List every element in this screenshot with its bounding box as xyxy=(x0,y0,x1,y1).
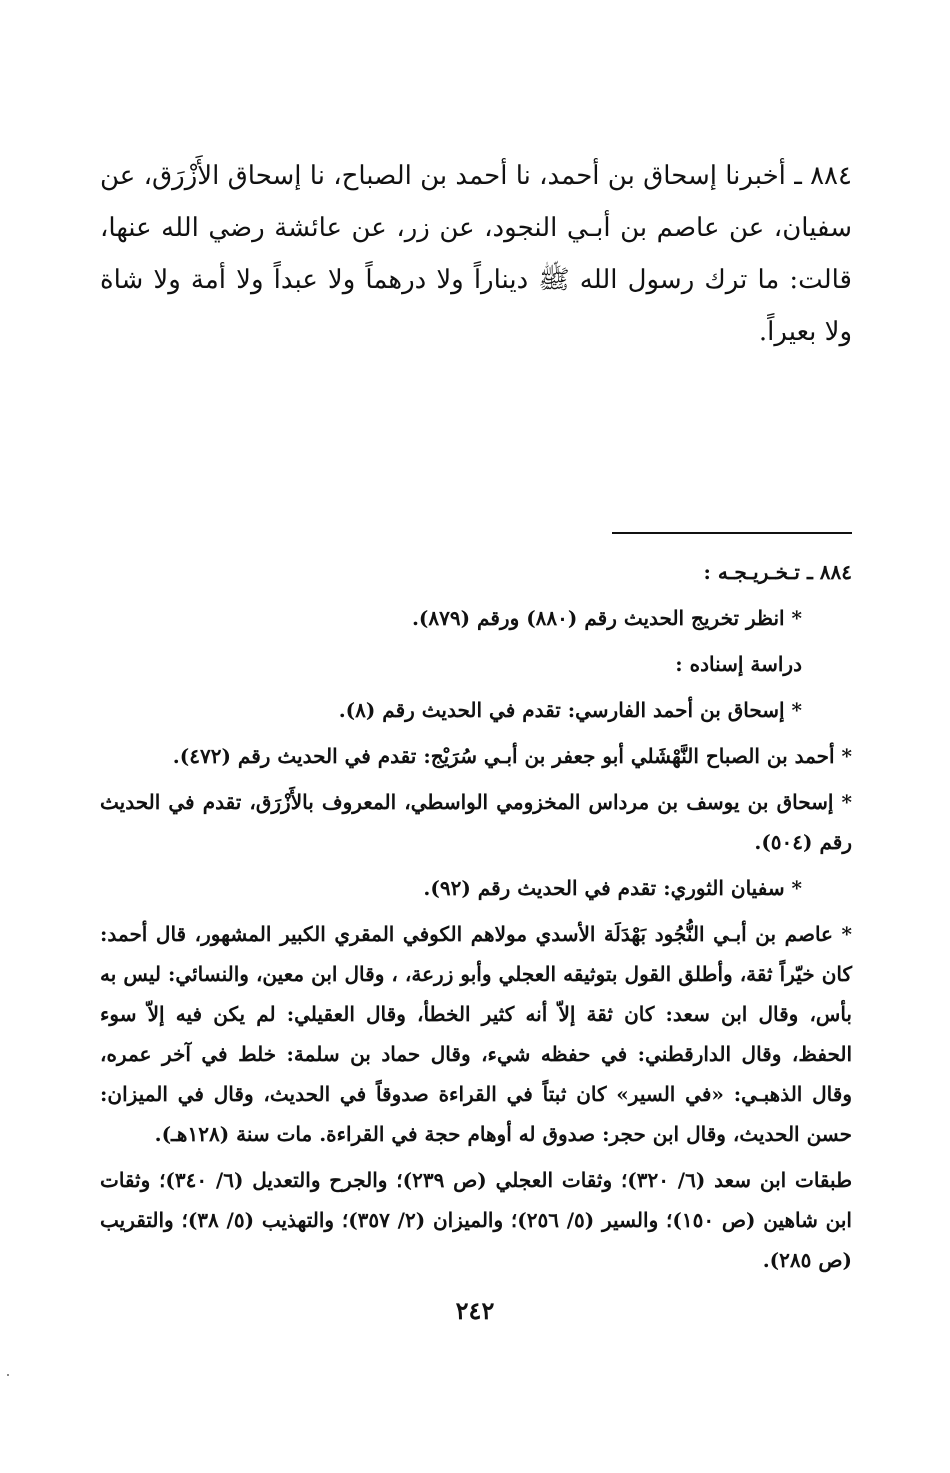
references: طبقات ابن سعد (٦/ ٣٢٠)؛ وثقات العجلي (ص ٢٣٩)؛ والجرح والتعديل (٦/ ٣٤٠)؛ وثقات ابن شاهين (ص ١٥٠)؛ والسير (٥/ ٢٥٦)؛ والميزان (٢/ ٣٥٧)؛ والتهذيب (٥/ ٣٨)؛ والتقريب (ص ٢٨٥). xyxy=(100,1168,852,1272)
narrator-note: * عاصم بن أبـي النُّجُود بَهْدَلَة الأسدي مولاهم الكوفي المقري الكبير المشهور، قال أحمد: كان خيّراً ثقة، وأطلق القول بتوثيقه العجلي وأبو زرعة، ، وقال ابن معين، والنسائي: ليس به بأس، وقال ابن سعد: كان ثقة إلاّ أنه كثير الخطأ، وقال العقيلي: لم يكن فيه إلاّ سوء الحفظ، وقال الدارقطني: في حفظه شيء، وقال حماد بن سلمة: خلط في آخر عمره، وقال الذهبـي: «في السير» كان ثبتاً في القراءة صدوقاً في الحديث، وقال في الميزان: حسن الحديث، وقال ابن حجر: صدوق له أوهام حجة في القراءة. مات سنة (١٢٨هـ). xyxy=(100,922,852,1146)
takhrij-item: * انظر تخريج الحديث رقم (٨٨٠) ورقم (٨٧٩). xyxy=(411,606,802,630)
narrator-note: * أحمد بن الصباح النَّهْشَلي أبو جعفر بن أبـي سُرَيْج: تقدم في الحديث رقم (٤٧٢). xyxy=(172,744,852,768)
page-body xyxy=(100,150,852,1272)
scan-mark xyxy=(7,1374,9,1376)
narrator-note: * سفيان الثوري: تقدم في الحديث رقم (٩٢). xyxy=(423,876,802,900)
footnote-divider xyxy=(612,532,852,534)
narrator-note: * إسحاق بن يوسف بن مرداس المخزومي الواسطي، المعروف بالأَزْرَق، تقدم في الحديث رقم (٥٠٤). xyxy=(100,790,852,854)
takhrij-heading: ٨٨٤ ـ تـخـريـجـه : xyxy=(703,560,852,584)
isnad-heading: دراسة إسناده : xyxy=(675,652,802,676)
narrator-note: * إسحاق بن أحمد الفارسي: تقدم في الحديث رقم (٨). xyxy=(338,698,802,722)
hadith-text: ٨٨٤ ـ أخبرنا إسحاق بن أحمد، نا أحمد بن الصباح، نا إسحاق الأَزْرَق، عن سفيان، عن عاصم بن أبـي النجود، عن زر، عن عائشة رضي الله عنها، قالت: ما ترك رسول الله ﷺ ديناراً ولا درهماً ولا عبداً ولا أمة ولا شاة ولا بعيراً. xyxy=(100,161,852,347)
footnotes xyxy=(100,552,852,1286)
page-number: ٢٤٢ xyxy=(455,1296,495,1325)
